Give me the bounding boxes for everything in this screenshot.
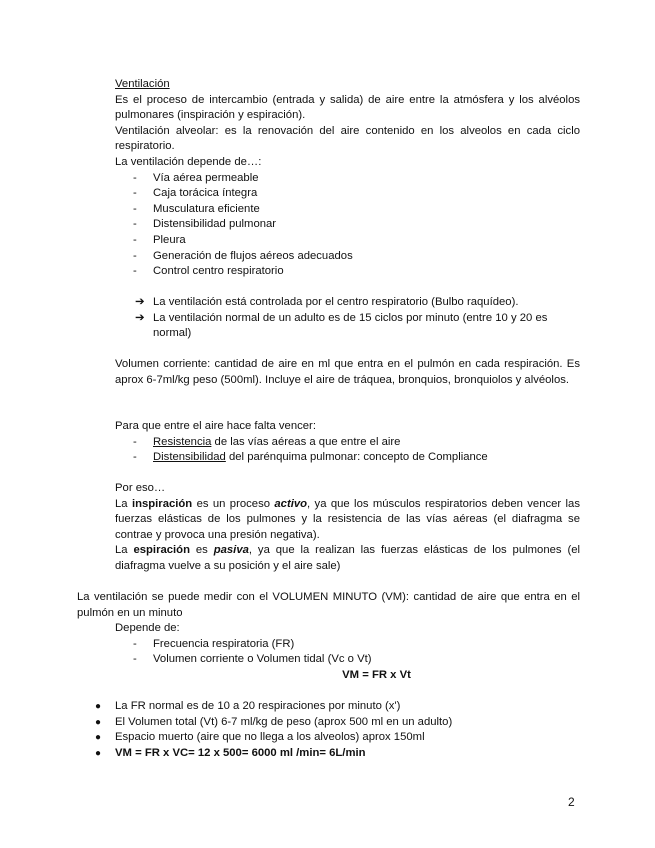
bullet-icon: ● (95, 732, 102, 744)
volumen-corriente-paragraph: Volumen corriente: cantidad de aire en ml que entra en el pulmón en cada respiración. Es aprox 6-7ml/kg peso (500ml). Incluye el aire de tráquea, bronquios, bronquiolos y alvéolos. (115, 358, 580, 386)
list-item: - Vía aérea permeable (115, 171, 580, 187)
bullet-item: ● VM = FR x VC= 12 x 500= 6000 ml /min= 6L/min (77, 746, 580, 762)
bullet-item: ● Espacio muerto (aire que no llega a los alveolos) aprox 150ml (77, 730, 580, 746)
volumen-minuto-intro: La ventilación se puede medir con el VOLUMEN MINUTO (VM): cantidad de aire que entra en el pulmón en un minuto (77, 591, 580, 619)
section-heading: Ventilación (115, 78, 170, 90)
depende-block (77, 621, 580, 683)
list-item: - Distensibilidad pulmonar (115, 217, 580, 233)
por-eso-text: Por eso… (115, 482, 166, 494)
depends-list (115, 171, 580, 280)
list-item: - Resistencia de las vías aéreas a que entre el aire (115, 435, 580, 451)
alveolar-paragraph: Ventilación alveolar: es la renovación del aire contenido en los alveolos en cada ciclo respiratorio. (115, 124, 580, 153)
depende-list (115, 637, 580, 668)
list-item: - Frecuencia respiratoria (FR) (115, 637, 580, 653)
list-item: - Caja torácica íntegra (115, 186, 580, 202)
list-item: - Generación de flujos aéreos adecuados (115, 249, 580, 265)
espiracion-paragraph: La espiración es pasiva, ya que la realizan las fuerzas elásticas de los pulmones (el diafragma vuelve a su posición y el aire sale) (115, 544, 580, 572)
vencer-intro: Para que entre el aire hace falta vencer: (115, 420, 316, 432)
arrow-item: ➔ La ventilación normal de un adulto es de 15 ciclos por minuto (entre 10 y 20 es normal) (135, 311, 548, 340)
depende-label: Depende de: (115, 622, 180, 635)
bullet-item: ● La FR normal es de 10 a 20 respiraciones por minuto (x') (77, 699, 580, 715)
list-item: - Volumen corriente o Volumen tidal (Vc o Vt) (115, 652, 580, 668)
arrow-item: ➔ La ventilación está controlada por el centro respiratorio (Bulbo raquídeo). (115, 295, 580, 311)
arrow-icon: ➔ (135, 311, 145, 324)
depends-intro: La ventilación depende de…: (115, 155, 262, 168)
bullet-item: ● El Volumen total (Vt) 6-7 ml/kg de peso (aprox 500 ml en un adulto) (77, 715, 580, 731)
vencer-list (115, 435, 580, 466)
arrow-list-section (115, 295, 580, 342)
ventilacion-section (115, 77, 580, 280)
bullets-section (77, 699, 580, 761)
bullet-icon: ● (95, 701, 102, 712)
inspiracion-paragraph: La inspiración es un proceso activo, ya que los músculos respiratorios deben vencer las fuerzas elásticas de los pulmones y la resistencia de las vías aéreas (el diafragma se contrae y provoca una presión negativa). (115, 497, 580, 541)
bullet-icon: ● (95, 716, 102, 728)
vencer-section (115, 419, 580, 466)
arrow-list (115, 295, 580, 342)
list-item: - Pleura (115, 233, 580, 249)
por-eso-section (115, 481, 580, 575)
bullet-icon: ● (95, 747, 102, 759)
volumen-minuto-section (77, 590, 580, 684)
volumen-corriente-section (115, 357, 580, 388)
list-item: - Musculatura eficiente (115, 202, 580, 218)
arrow-icon: ➔ (135, 296, 145, 308)
list-item: - Control centro respiratorio (115, 264, 580, 280)
bullet-list (77, 699, 580, 761)
definition-paragraph: Es el proceso de intercambio (entrada y salida) de aire entre la atmósfera y los alvéolos pulmonares (inspiración y espiración). (115, 93, 580, 122)
formula-vm: VM = FR x Vt (342, 668, 411, 681)
list-item: - Distensibilidad del parénquima pulmonar: concepto de Compliance (115, 450, 580, 466)
page-number: 2 (568, 795, 575, 809)
